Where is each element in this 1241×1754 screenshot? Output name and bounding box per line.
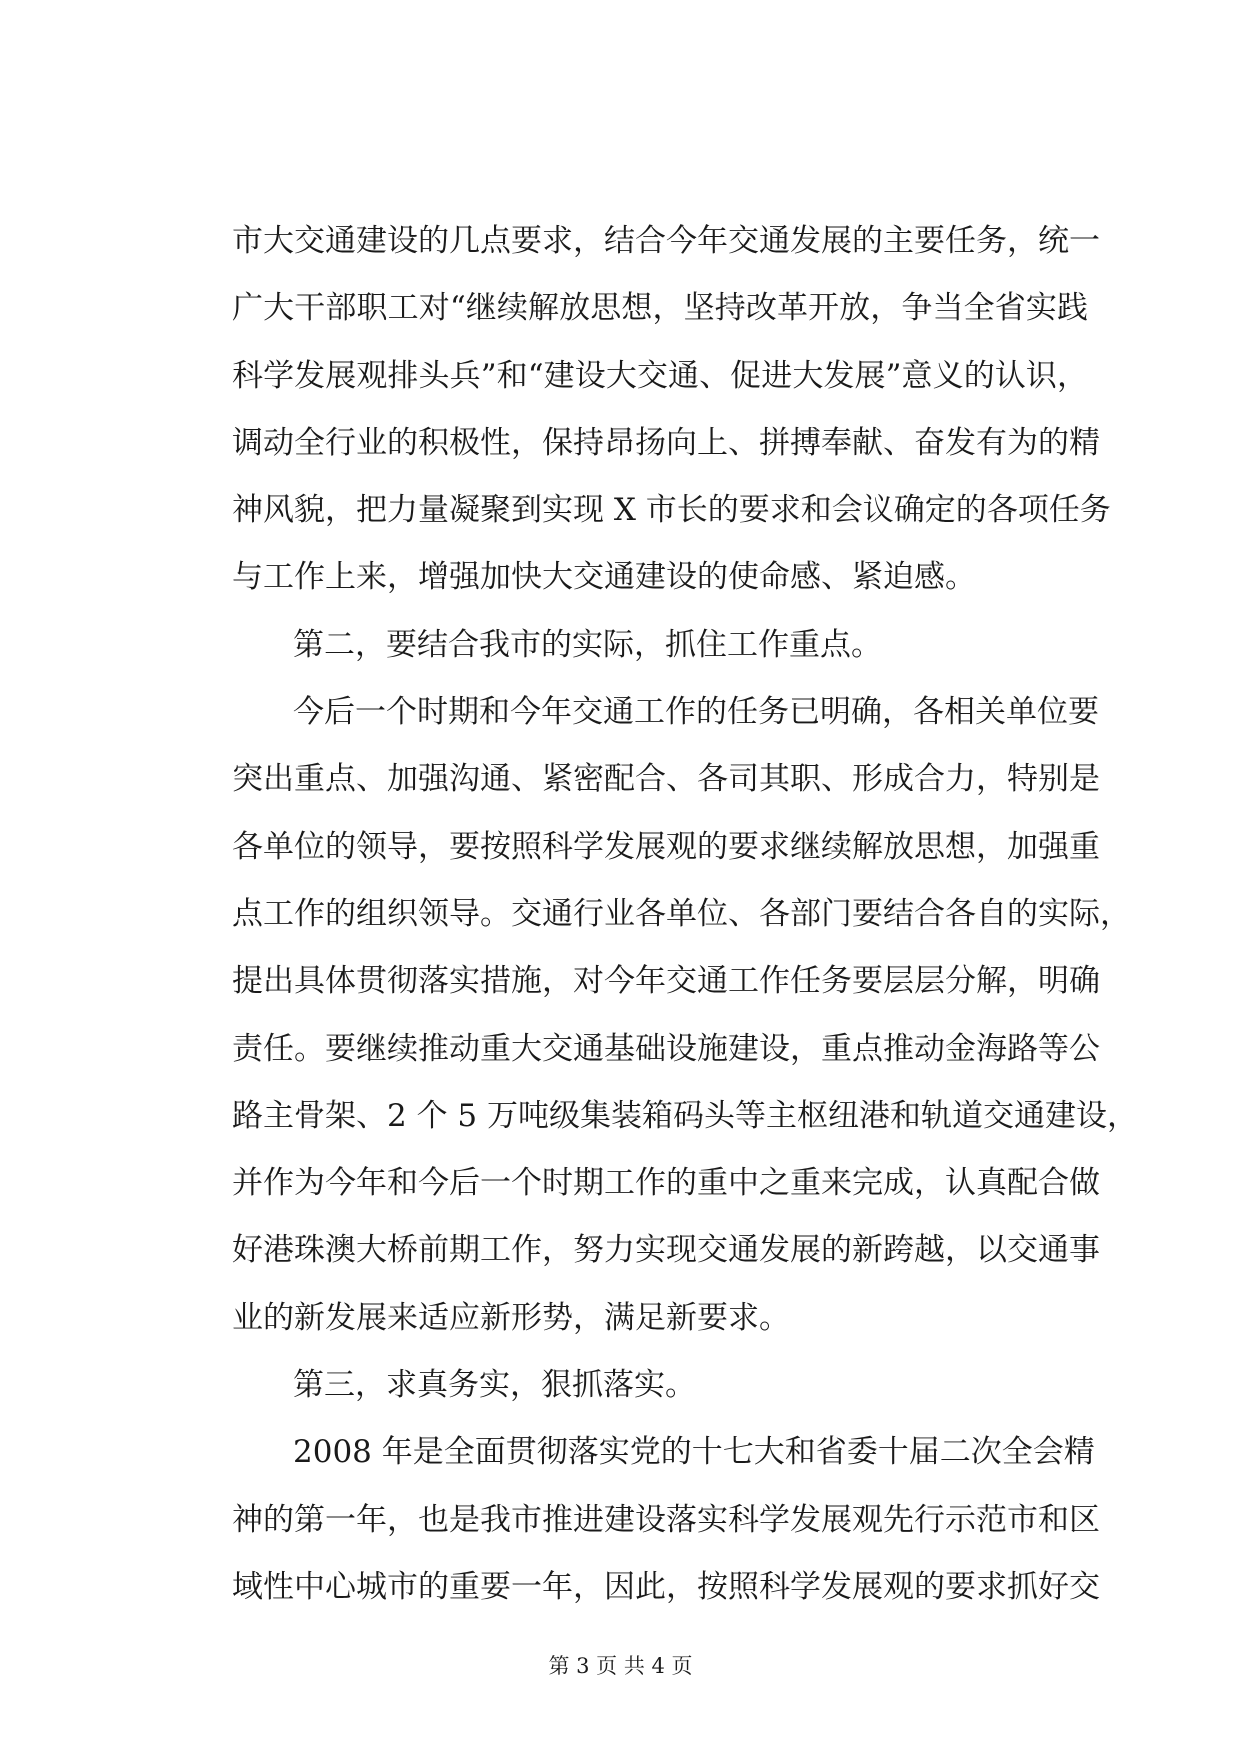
text-line: 调动全行业的积极性，保持昂扬向上、拼搏奉献、奋发有为的精 [232,424,1100,461]
text-line: 点工作的组织领导。交通行业各单位、各部门要结合各自的实际， [232,895,1131,932]
text-line: 突出重点、加强沟通、紧密配合、各司其职、形成合力，特别是 [232,761,1100,798]
text-line: 广大干部职工对“继续解放思想，坚持改革开放，争当全省实践 [232,290,1088,327]
text-line: 并作为今年和今后一个时期工作的重中之重来完成，认真配合做 [232,1165,1100,1202]
text-line: 路主骨架、2 个 5 万吨级集装箱码头等主枢纽港和轨道交通建设， [232,1097,1139,1134]
text-line: 好港珠澳大桥前期工作，努力实现交通发展的新跨越，以交通事 [232,1232,1100,1269]
text-line: 神的第一年，也是我市推进建设落实科学发展观先行示范市和区 [232,1501,1100,1538]
text-line: 神风貌，把力量凝聚到实现 X 市长的要求和会议确定的各项任务 [232,492,1111,529]
text-line: 提出具体贯彻落实措施，对今年交通工作任务要层层分解，明确 [232,963,1100,1000]
text-line: 2008 年是全面贯彻落实党的十七大和省委十届二次全会精 [293,1434,1095,1471]
text-line: 责任。要继续推动重大交通基础设施建设，重点推动金海路等公 [232,1030,1100,1067]
text-line: 第二，要结合我市的实际，抓住工作重点。 [293,626,882,663]
body-text [232,208,1139,1621]
text-line: 域性中心城市的重要一年，因此，按照科学发展观的要求抓好交 [232,1568,1100,1605]
text-line: 第三，求真务实，狠抓落实。 [293,1367,696,1404]
text-line: 与工作上来，增强加快大交通建设的使命感、紧迫感。 [232,559,976,596]
text-line: 今后一个时期和今年交通工作的任务已明确，各相关单位要 [293,694,1099,731]
page-footer: 第 3 页 共 4 页 [548,1654,693,1678]
text-line: 市大交通建设的几点要求，结合今年交通发展的主要任务，统一 [232,223,1100,259]
text-line: 业的新发展来适应新形势，满足新要求。 [232,1299,790,1336]
text-line: 科学发展观排头兵”和“建设大交通、促进大发展”意义的认识， [232,357,1088,394]
text-line: 各单位的领导，要按照科学发展观的要求继续解放思想，加强重 [232,828,1100,865]
